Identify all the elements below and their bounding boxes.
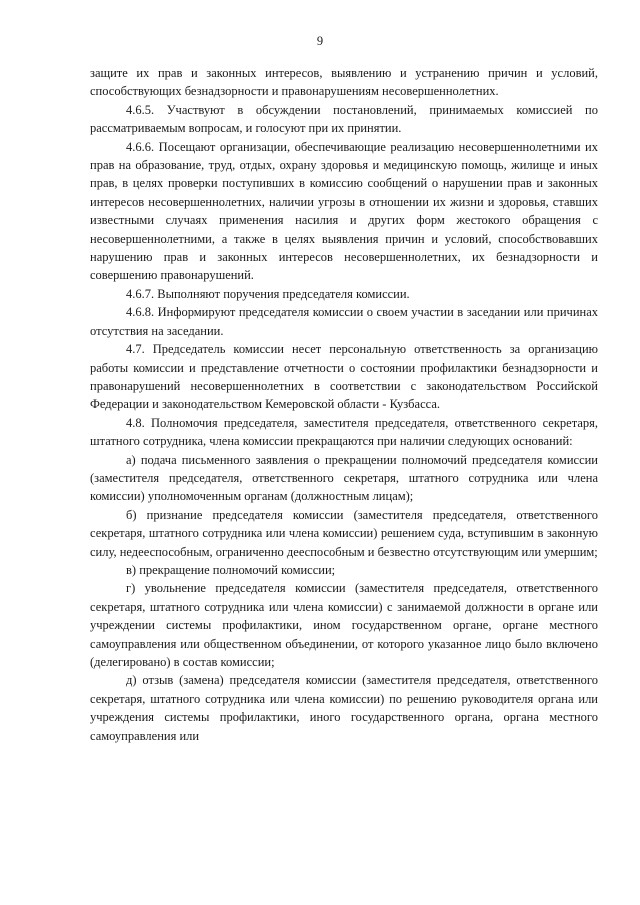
list-item-v: в) прекращение полномочий комиссии;: [126, 562, 336, 577]
list-item-g: г) увольнение председателя комиссии (заместителя председателя, ответственного секретаря, штатного сотрудника или члена комиссии) с занимаемой должности в органе или учреждении системы профилактики, ином государственном органе, органе местного самоуправления или общественном объединении, от которого указанное лицо было включено (делегировано) в состав комиссии;: [90, 581, 598, 669]
page-number: 9: [316, 34, 324, 48]
paragraph-4-8: 4.8. Полномочия председателя, заместителя председателя, ответственного секретаря, штатного сотрудника, члена комиссии прекращаются при наличии следующих оснований:: [90, 415, 598, 449]
paragraph-4-6-8: 4.6.8. Информируют председателя комиссии о своем участии в заседании или причинах отсутствия на заседании.: [90, 305, 598, 338]
paragraph-4-6-6: 4.6.6. Посещают организации, обеспечивающие реализацию несовершеннолетними их прав на образование, труд, отдых, охрану здоровья и медицинскую помощь, жилище и иных прав, в целях проверки поступивших в комиссию сообщений о нарушении прав и законных интересов несовершеннолетних, наличии угрозы в отношении их жизни и здоровья, ставших известными случаях применения насилия и других форм жестокого обращения с несовершеннолетними, а также в целях выявления причин и условий, способствовавших нарушению прав и законных интересов несовершеннолетних, их безнадзорности и совершению правонарушений.: [90, 139, 598, 283]
paragraph-4-7: 4.7. Председатель комиссии несет персональную ответственность за организацию работы комиссии и представление отчетности о состоянии профилактики безнадзорности и правонарушений несовершеннолетних в соответствии с законодательством Российской Федерации и законодательством Кемеровской области - Кузбасса.: [90, 342, 598, 412]
paragraph-4-6-5: 4.6.5. Участвуют в обсуждении постановлений, принимаемых комиссией по рассматриваемым вопросам, и голосуют при их принятии.: [90, 102, 598, 136]
paragraph-4-6-7: 4.6.7. Выполняют поручения председателя комиссии.: [126, 286, 410, 301]
list-item-b: б) признание председателя комиссии (заместителя председателя, ответственного секретаря, штатного сотрудника или члена комиссии) решением суда, вступившим в законную силу, недееспособным, ограниченно дееспособным и безвестно отсутствующим или умершим;: [90, 507, 598, 559]
list-item-a: а) подача письменного заявления о прекращении полномочий председателя комиссии (заместителя председателя, ответственного секретаря, штатного сотрудника или члена комиссии) уполномоченным органам (должностным лицам);: [90, 452, 598, 504]
list-item-d: д) отзыв (замена) председателя комиссии (заместителя председателя, ответственного секретаря, штатного сотрудника или члена комиссии) по решению руководителя органа или учреждения системы профилактики, иного государственного органа, органа местного самоуправления или: [90, 673, 598, 743]
paragraph-continuation: защите их прав и законных интересов, выявлению и устранению причин и условий, способствующих безнадзорности и правонарушениям несовершеннолетних.: [90, 66, 598, 99]
document-body: [90, 64, 598, 745]
